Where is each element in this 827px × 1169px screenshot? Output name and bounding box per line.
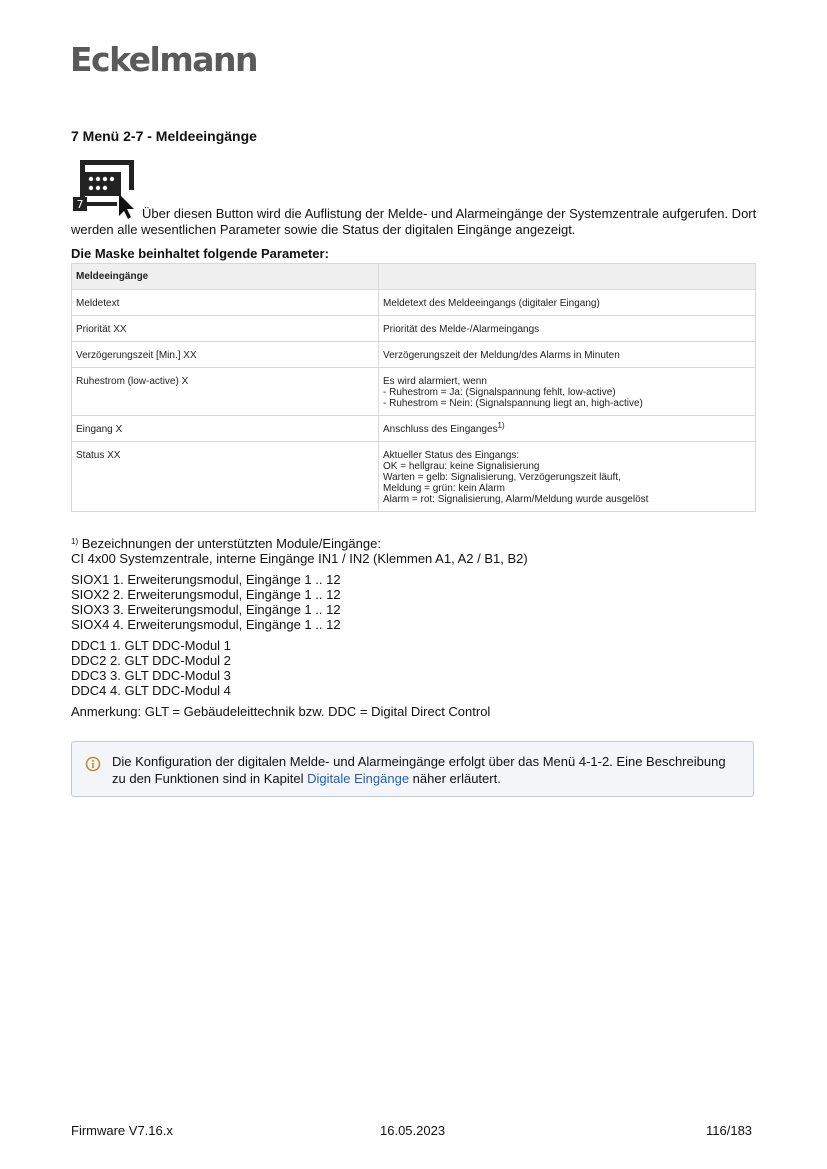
intro-paragraph: Über diesen Button wird die Auflistung der Melde- und Alarmeingänge der Systemzentrale aufgerufen. Dort werden alle wesentlichen Parameter sowie die Status der digitalen Eingänge angezeigt. [71, 206, 757, 237]
list-item: SIOX3 3. Erweiterungsmodul, Eingänge 1 .. 12 [71, 602, 341, 617]
param-name: Meldetext [72, 290, 379, 316]
remark: Anmerkung: GLT = Gebäudeleittechnik bzw. DDC = Digital Direct Control [71, 704, 491, 719]
table-row [72, 368, 756, 416]
info-icon [85, 756, 101, 772]
table-row [72, 442, 756, 512]
table-header-cell: Meldeeingänge [72, 264, 379, 290]
info-panel [71, 741, 754, 797]
table-row [72, 416, 756, 442]
footer-date: 16.05.2023 [380, 1123, 446, 1138]
param-description: Es wird alarmiert, wenn - Ruhestrom = Ja: (Signalspannung fehlt, low-active) - Ruhestrom = Nein: (Signalspannung liegt an, high-active) [379, 368, 756, 416]
param-description: Priorität des Melde-/Alarmeingangs [379, 316, 756, 342]
list-item: SIOX4 4. Erweiterungsmodul, Eingänge 1 .. 12 [71, 617, 341, 632]
table-header-row [72, 264, 756, 290]
footnote-marker: 1) [71, 537, 79, 546]
link-digitale-eingaenge[interactable]: Digitale Eingänge [307, 771, 410, 786]
param-name: Eingang X [72, 416, 379, 442]
list-item: DDC2 2. GLT DDC-Modul 2 [71, 653, 231, 668]
list-item: SIOX1 1. Erweiterungsmodul, Eingänge 1 .. 12 [71, 572, 341, 587]
param-description: Aktueller Status des Eingangs: OK = hellgrau: keine Signalisierung Warten = gelb: Signalisierung, Verzögerungszeit läuft, Meldung = grün: kein Alarm Alarm = rot: Signalisierung, Alarm/Meldung wurde ausgelöst [379, 442, 756, 512]
footer-firmware: Firmware V7.16.x [71, 1123, 173, 1138]
footnote-section [71, 536, 761, 725]
menu-number-badge: 7 [76, 198, 84, 211]
footer-page-number: 116/183 [706, 1123, 753, 1138]
footnote-ref: 1) [497, 421, 505, 430]
param-description: Meldetext des Meldeeingangs (digitaler Eingang) [379, 290, 756, 316]
table-row [72, 342, 756, 368]
chapter-title: 7 Menü 2-7 - Meldeeingänge [71, 128, 257, 144]
list-item: DDC3 3. GLT DDC-Modul 3 [71, 668, 231, 683]
parameter-table [71, 263, 756, 512]
footnote-ci: CI 4x00 Systemzentrale, interne Eingänge IN1 / IN2 (Klemmen A1, A2 / B1, B2) [71, 551, 528, 566]
list-item: SIOX2 2. Erweiterungsmodul, Eingänge 1 .. 12 [71, 587, 341, 602]
param-name: Priorität XX [72, 316, 379, 342]
list-item: DDC4 4. GLT DDC-Modul 4 [71, 683, 231, 698]
footnote-heading: Bezeichnungen der unterstützten Module/Eingänge: [78, 536, 381, 551]
list-item: DDC1 1. GLT DDC-Modul 1 [71, 638, 231, 653]
table-row [72, 316, 756, 342]
param-name: Verzögerungszeit [Min.] XX [72, 342, 379, 368]
siox-list [71, 572, 761, 632]
param-name: Status XX [72, 442, 379, 512]
param-description: Verzögerungszeit der Meldung/des Alarms in Minuten [379, 342, 756, 368]
company-logo: Eckelmann [70, 40, 257, 79]
table-header-cell [379, 264, 756, 290]
mask-heading: Die Maske beinhaltet folgende Parameter: [71, 246, 329, 261]
info-text: Die Konfiguration der digitalen Melde- und Alarmeingänge erfolgt über das Menü 4-1-2. Eine Beschreibung zu den Funktionen sind in Kapitel Digitale Eingänge näher erläutert. [112, 754, 726, 786]
table-row [72, 290, 756, 316]
param-description: Anschluss des Einganges$^{1)}$ [379, 416, 756, 442]
ddc-list [71, 638, 761, 698]
param-name: Ruhestrom (low-active) X [72, 368, 379, 416]
